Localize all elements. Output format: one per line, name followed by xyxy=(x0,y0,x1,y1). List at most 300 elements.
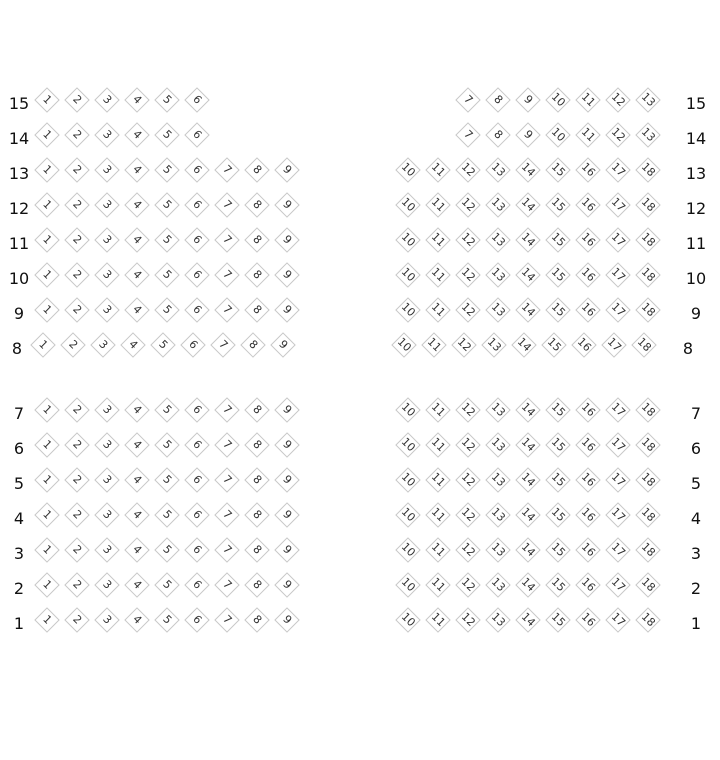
seat-number: 7 xyxy=(220,302,235,317)
seat-number: 14 xyxy=(518,195,538,215)
seat-number: 9 xyxy=(280,437,295,452)
seat-number: 18 xyxy=(638,435,658,455)
seat[interactable] xyxy=(634,571,662,599)
seat-number: 3 xyxy=(100,92,115,107)
seat-number: 17 xyxy=(608,610,628,630)
seat-number: 2 xyxy=(70,472,85,487)
seat-number: 15 xyxy=(548,435,568,455)
seat-number: 9 xyxy=(280,402,295,417)
seat[interactable] xyxy=(273,571,301,599)
seat-number: 2 xyxy=(66,337,81,352)
seat-number: 3 xyxy=(100,402,115,417)
seat-number: 15 xyxy=(544,335,564,355)
seat[interactable] xyxy=(273,606,301,634)
seat-number: 18 xyxy=(638,160,658,180)
seat-number: 15 xyxy=(548,195,568,215)
seat-number: 7 xyxy=(461,127,476,142)
seat-number: 5 xyxy=(160,302,175,317)
seat-number: 12 xyxy=(458,230,478,250)
seat-number: 4 xyxy=(130,437,145,452)
seat-number: 11 xyxy=(428,230,448,250)
seat-number: 12 xyxy=(608,90,628,110)
seat-number: 16 xyxy=(578,300,598,320)
seat-number: 1 xyxy=(40,162,55,177)
seat-number: 1 xyxy=(40,437,55,452)
seat-number: 14 xyxy=(518,505,538,525)
seat-number: 10 xyxy=(398,400,418,420)
seat-number: 14 xyxy=(514,335,534,355)
seat[interactable] xyxy=(273,466,301,494)
seat[interactable] xyxy=(183,86,211,114)
seat-number: 12 xyxy=(458,575,478,595)
seat-number: 10 xyxy=(398,540,418,560)
seat-number: 10 xyxy=(398,230,418,250)
seat-number: 14 xyxy=(518,435,538,455)
seat-number: 3 xyxy=(100,197,115,212)
seat-number: 9 xyxy=(280,162,295,177)
seat-number: 1 xyxy=(40,197,55,212)
seat-number: 17 xyxy=(608,160,628,180)
seat-number: 5 xyxy=(160,472,175,487)
seat-number: 1 xyxy=(40,507,55,522)
seat-number: 8 xyxy=(250,437,265,452)
seat-number: 8 xyxy=(250,612,265,627)
seat-number: 10 xyxy=(398,470,418,490)
seat-number: 9 xyxy=(521,127,536,142)
seat-number: 1 xyxy=(40,402,55,417)
row-label-right: 12 xyxy=(685,199,707,218)
seat-number: 5 xyxy=(160,162,175,177)
row-label-left: 15 xyxy=(8,94,30,113)
seat-number: 11 xyxy=(428,265,448,285)
row-label-right: 5 xyxy=(690,474,702,493)
seat-number: 9 xyxy=(280,302,295,317)
seat-number: 12 xyxy=(458,470,478,490)
seat-number: 7 xyxy=(220,507,235,522)
seat-number: 1 xyxy=(40,302,55,317)
seat-number: 5 xyxy=(160,402,175,417)
seat-number: 5 xyxy=(160,542,175,557)
seat-number: 15 xyxy=(548,265,568,285)
seat-number: 14 xyxy=(518,540,538,560)
seat-number: 9 xyxy=(280,232,295,247)
seat-number: 18 xyxy=(638,300,658,320)
seat-number: 17 xyxy=(608,300,628,320)
seat-number: 3 xyxy=(100,612,115,627)
seat-number: 5 xyxy=(160,197,175,212)
seat-number: 5 xyxy=(160,437,175,452)
seat[interactable] xyxy=(273,536,301,564)
seat-number: 2 xyxy=(70,507,85,522)
seat-number: 6 xyxy=(190,267,205,282)
seat-number: 15 xyxy=(548,230,568,250)
seat-number: 8 xyxy=(250,162,265,177)
seat-number: 7 xyxy=(220,267,235,282)
seat-number: 11 xyxy=(428,575,448,595)
seat[interactable] xyxy=(273,191,301,219)
seat-number: 11 xyxy=(428,470,448,490)
seat-number: 18 xyxy=(638,400,658,420)
seat-number: 2 xyxy=(70,437,85,452)
seat[interactable] xyxy=(634,501,662,529)
seat-number: 13 xyxy=(488,265,508,285)
seat[interactable] xyxy=(273,296,301,324)
seat-number: 8 xyxy=(246,337,261,352)
seat-number: 10 xyxy=(398,575,418,595)
seat-number: 17 xyxy=(608,435,628,455)
seat[interactable] xyxy=(634,536,662,564)
seat[interactable] xyxy=(634,121,662,149)
seat-number: 9 xyxy=(521,92,536,107)
seat-number: 10 xyxy=(398,195,418,215)
seat-number: 15 xyxy=(548,300,568,320)
seat[interactable] xyxy=(273,156,301,184)
seat-number: 2 xyxy=(70,542,85,557)
seat-number: 11 xyxy=(428,195,448,215)
seat-number: 15 xyxy=(548,610,568,630)
row-label-left: 6 xyxy=(13,439,25,458)
seat-number: 5 xyxy=(160,267,175,282)
seat[interactable] xyxy=(273,501,301,529)
seat-number: 9 xyxy=(280,507,295,522)
row-label-right: 2 xyxy=(690,579,702,598)
seat-number: 14 xyxy=(518,160,538,180)
row-label-left: 8 xyxy=(11,339,23,358)
seat-number: 1 xyxy=(40,472,55,487)
seat-number: 16 xyxy=(578,470,598,490)
seat[interactable] xyxy=(634,396,662,424)
seat-number: 9 xyxy=(280,267,295,282)
seat[interactable] xyxy=(634,466,662,494)
seat-number: 13 xyxy=(484,335,504,355)
seat-number: 5 xyxy=(160,507,175,522)
seat-number: 2 xyxy=(70,577,85,592)
seat-number: 10 xyxy=(398,160,418,180)
seat-number: 16 xyxy=(574,335,594,355)
seat-number: 15 xyxy=(548,400,568,420)
seat-number: 13 xyxy=(488,195,508,215)
seat[interactable] xyxy=(634,191,662,219)
seat-number: 6 xyxy=(190,542,205,557)
seat-number: 12 xyxy=(608,125,628,145)
seat-number: 10 xyxy=(398,435,418,455)
seat-number: 18 xyxy=(638,195,658,215)
seat-number: 13 xyxy=(488,575,508,595)
seat-number: 13 xyxy=(488,505,508,525)
seat-number: 14 xyxy=(518,610,538,630)
seat-number: 10 xyxy=(398,505,418,525)
seat-number: 8 xyxy=(491,92,506,107)
seat-number: 16 xyxy=(578,505,598,525)
seat-number: 7 xyxy=(220,197,235,212)
seat-number: 1 xyxy=(40,92,55,107)
seat-number: 11 xyxy=(578,90,598,110)
seat-number: 12 xyxy=(458,610,478,630)
seat-number: 9 xyxy=(280,197,295,212)
seat[interactable] xyxy=(273,261,301,289)
seat-number: 15 xyxy=(548,540,568,560)
seat-number: 17 xyxy=(608,265,628,285)
seat-number: 9 xyxy=(280,472,295,487)
seat-number: 4 xyxy=(130,197,145,212)
seat-number: 15 xyxy=(548,505,568,525)
seat-number: 1 xyxy=(40,577,55,592)
seat-number: 10 xyxy=(548,90,568,110)
seat-number: 6 xyxy=(190,92,205,107)
seat-number: 11 xyxy=(424,335,444,355)
row-label-right: 10 xyxy=(685,269,707,288)
seat-number: 5 xyxy=(160,612,175,627)
seat-number: 12 xyxy=(458,195,478,215)
seat[interactable] xyxy=(269,331,297,359)
seat-number: 4 xyxy=(130,232,145,247)
seat-number: 16 xyxy=(578,435,598,455)
seat-number: 16 xyxy=(578,575,598,595)
seat-number: 7 xyxy=(220,612,235,627)
seat-number: 7 xyxy=(220,542,235,557)
seat-number: 3 xyxy=(96,337,111,352)
seat-number: 11 xyxy=(428,300,448,320)
seat-number: 6 xyxy=(190,577,205,592)
seat-number: 1 xyxy=(40,127,55,142)
seat-number: 16 xyxy=(578,540,598,560)
seat[interactable] xyxy=(273,226,301,254)
seat-number: 7 xyxy=(220,472,235,487)
seat-number: 15 xyxy=(548,575,568,595)
seat-number: 4 xyxy=(130,612,145,627)
seat-number: 4 xyxy=(130,162,145,177)
seat-number: 9 xyxy=(280,577,295,592)
seat[interactable] xyxy=(273,431,301,459)
seat-number: 3 xyxy=(100,472,115,487)
seat-number: 5 xyxy=(160,232,175,247)
seat-number: 8 xyxy=(250,507,265,522)
seat-number: 18 xyxy=(638,575,658,595)
seat-number: 8 xyxy=(250,267,265,282)
seat-number: 8 xyxy=(250,472,265,487)
seat-number: 8 xyxy=(250,197,265,212)
seat-number: 10 xyxy=(398,610,418,630)
seat-number: 18 xyxy=(638,230,658,250)
seat-number: 6 xyxy=(190,437,205,452)
seat-number: 1 xyxy=(40,267,55,282)
seat-number: 6 xyxy=(190,197,205,212)
seat-number: 12 xyxy=(458,505,478,525)
seat[interactable] xyxy=(634,606,662,634)
seat-number: 9 xyxy=(280,612,295,627)
seat-number: 14 xyxy=(518,300,538,320)
seat-number: 13 xyxy=(488,435,508,455)
row-label-right: 3 xyxy=(690,544,702,563)
seat-number: 9 xyxy=(276,337,291,352)
seat-number: 4 xyxy=(126,337,141,352)
row-label-right: 4 xyxy=(690,509,702,528)
seat-number: 3 xyxy=(100,267,115,282)
seat-number: 17 xyxy=(608,230,628,250)
row-label-right: 14 xyxy=(685,129,707,148)
seat-number: 2 xyxy=(70,197,85,212)
seat-number: 1 xyxy=(40,612,55,627)
seat-number: 5 xyxy=(160,577,175,592)
seat-number: 1 xyxy=(40,232,55,247)
seat[interactable] xyxy=(634,86,662,114)
seat-number: 11 xyxy=(428,610,448,630)
seat-number: 11 xyxy=(428,540,448,560)
row-label-left: 14 xyxy=(8,129,30,148)
seat-number: 13 xyxy=(638,90,658,110)
seat-number: 13 xyxy=(488,300,508,320)
seat-number: 6 xyxy=(190,162,205,177)
seat-number: 12 xyxy=(458,435,478,455)
seat[interactable] xyxy=(183,121,211,149)
seat-number: 5 xyxy=(156,337,171,352)
seat-number: 8 xyxy=(250,577,265,592)
row-label-right: 15 xyxy=(685,94,707,113)
seat-number: 6 xyxy=(190,232,205,247)
seat-number: 10 xyxy=(394,335,414,355)
seat-number: 3 xyxy=(100,232,115,247)
seat-number: 3 xyxy=(100,302,115,317)
seat-number: 18 xyxy=(638,470,658,490)
row-label-right: 11 xyxy=(685,234,707,253)
seat-number: 2 xyxy=(70,127,85,142)
seat-number: 6 xyxy=(190,302,205,317)
seat-number: 17 xyxy=(608,540,628,560)
seat-number: 4 xyxy=(130,542,145,557)
row-label-left: 1 xyxy=(13,614,25,633)
seat-number: 16 xyxy=(578,400,598,420)
seat-number: 4 xyxy=(130,472,145,487)
row-label-left: 3 xyxy=(13,544,25,563)
seat-number: 6 xyxy=(190,507,205,522)
seat-number: 12 xyxy=(458,540,478,560)
seat-number: 14 xyxy=(518,230,538,250)
row-label-left: 10 xyxy=(8,269,30,288)
seat-number: 5 xyxy=(160,92,175,107)
seat-number: 16 xyxy=(578,195,598,215)
row-label-right: 13 xyxy=(685,164,707,183)
row-label-right: 6 xyxy=(690,439,702,458)
seat-number: 17 xyxy=(608,470,628,490)
seat-number: 13 xyxy=(488,470,508,490)
seat-number: 7 xyxy=(220,232,235,247)
seat-number: 7 xyxy=(220,577,235,592)
row-label-right: 8 xyxy=(682,339,694,358)
seat[interactable] xyxy=(634,156,662,184)
seat-number: 3 xyxy=(100,577,115,592)
row-label-left: 12 xyxy=(8,199,30,218)
seat-number: 16 xyxy=(578,265,598,285)
seat-number: 12 xyxy=(458,160,478,180)
seat-number: 10 xyxy=(548,125,568,145)
seat-number: 11 xyxy=(428,160,448,180)
seat-number: 8 xyxy=(250,402,265,417)
seat[interactable] xyxy=(630,331,658,359)
row-label-left: 11 xyxy=(8,234,30,253)
seat-number: 3 xyxy=(100,507,115,522)
seat[interactable] xyxy=(273,396,301,424)
seat-number: 4 xyxy=(130,92,145,107)
seat-number: 3 xyxy=(100,437,115,452)
seat-number: 11 xyxy=(578,125,598,145)
seat-number: 16 xyxy=(578,230,598,250)
seat-number: 17 xyxy=(608,505,628,525)
seat-number: 9 xyxy=(280,542,295,557)
seat-number: 6 xyxy=(190,127,205,142)
row-label-right: 9 xyxy=(690,304,702,323)
seat-number: 15 xyxy=(548,160,568,180)
seat-number: 14 xyxy=(518,400,538,420)
seat-number: 13 xyxy=(488,230,508,250)
seat-number: 7 xyxy=(461,92,476,107)
seat[interactable] xyxy=(634,261,662,289)
seat-number: 7 xyxy=(220,437,235,452)
seat[interactable] xyxy=(634,431,662,459)
seat-number: 16 xyxy=(578,610,598,630)
seat-number: 10 xyxy=(398,300,418,320)
row-label-right: 1 xyxy=(690,614,702,633)
row-label-left: 9 xyxy=(13,304,25,323)
seat-number: 2 xyxy=(70,402,85,417)
seat-number: 11 xyxy=(428,400,448,420)
seat-number: 4 xyxy=(130,402,145,417)
seat-number: 13 xyxy=(638,125,658,145)
seat-number: 6 xyxy=(190,402,205,417)
seat-number: 17 xyxy=(604,335,624,355)
seat-number: 18 xyxy=(638,505,658,525)
seat-number: 18 xyxy=(634,335,654,355)
seat-number: 13 xyxy=(488,540,508,560)
seat-number: 2 xyxy=(70,612,85,627)
seat-number: 12 xyxy=(458,300,478,320)
row-label-right: 7 xyxy=(690,404,702,423)
seat[interactable] xyxy=(634,226,662,254)
seat-number: 7 xyxy=(220,402,235,417)
seat-number: 17 xyxy=(608,195,628,215)
row-label-left: 2 xyxy=(13,579,25,598)
seat-number: 2 xyxy=(70,302,85,317)
seat-number: 14 xyxy=(518,470,538,490)
seat-number: 1 xyxy=(36,337,51,352)
seat-number: 3 xyxy=(100,542,115,557)
row-label-left: 7 xyxy=(13,404,25,423)
seat-number: 4 xyxy=(130,507,145,522)
seat[interactable] xyxy=(634,296,662,324)
seat-number: 18 xyxy=(638,265,658,285)
seat-number: 10 xyxy=(398,265,418,285)
seat-number: 12 xyxy=(458,265,478,285)
row-label-left: 5 xyxy=(13,474,25,493)
seat-number: 7 xyxy=(220,162,235,177)
seat-number: 14 xyxy=(518,575,538,595)
seat-number: 13 xyxy=(488,160,508,180)
row-label-left: 13 xyxy=(8,164,30,183)
seat-number: 8 xyxy=(250,232,265,247)
seat-number: 3 xyxy=(100,127,115,142)
seat-number: 14 xyxy=(518,265,538,285)
seat-number: 8 xyxy=(250,302,265,317)
seat-number: 2 xyxy=(70,92,85,107)
seat-number: 16 xyxy=(578,160,598,180)
seat-number: 18 xyxy=(638,540,658,560)
seat-number: 12 xyxy=(458,400,478,420)
seat-number: 6 xyxy=(186,337,201,352)
seat-number: 4 xyxy=(130,577,145,592)
seat-number: 4 xyxy=(130,267,145,282)
seat-number: 15 xyxy=(548,470,568,490)
seat-number: 11 xyxy=(428,505,448,525)
seat-number: 13 xyxy=(488,610,508,630)
